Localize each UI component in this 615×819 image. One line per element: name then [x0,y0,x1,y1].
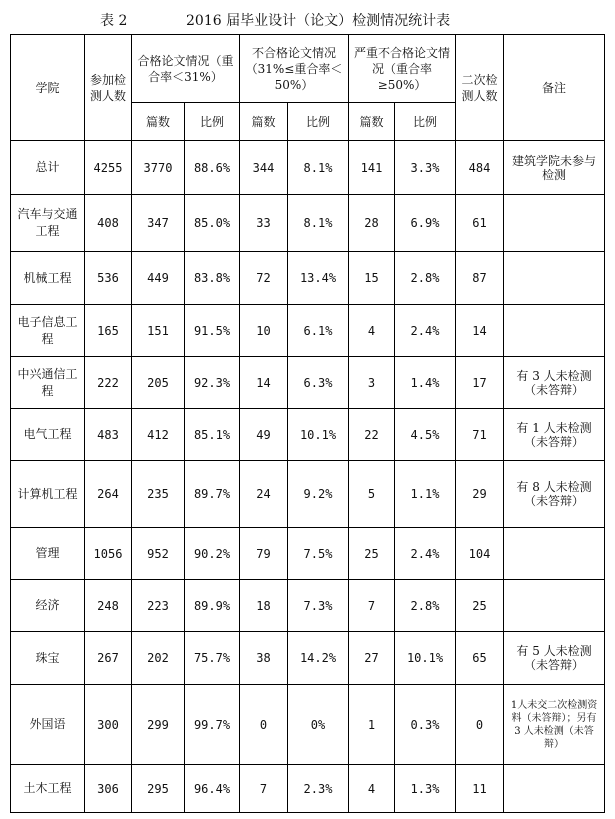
qualified-ratio-cell: 75.7% [185,632,240,685]
qualified-ratio-cell: 92.3% [185,357,240,409]
participants-cell: 300 [85,685,132,765]
header-severe: 严重不合格论文情况（重合率 ≥50%） [349,35,456,103]
unqualified-count-cell: 38 [240,632,288,685]
severe-count-cell: 22 [349,409,395,461]
unqualified-ratio-cell: 13.4% [288,252,349,305]
remarks-cell: 有 8 人未检测（未答辩） [504,461,605,528]
qualified-ratio-cell: 90.2% [185,528,240,580]
remarks-cell [504,195,605,252]
severe-count-cell: 25 [349,528,395,580]
qualified-ratio-cell: 89.7% [185,461,240,528]
college-cell: 机械工程 [11,252,85,305]
unqualified-ratio-cell: 10.1% [288,409,349,461]
table-row [11,461,605,528]
header-remarks: 备注 [504,35,605,141]
unqualified-count-cell: 14 [240,357,288,409]
severe-ratio-cell: 1.4% [395,357,456,409]
unqualified-ratio-cell: 6.1% [288,305,349,357]
header-second-check: 二次检测人数 [456,35,504,141]
remarks-cell: 建筑学院未参与检测 [504,141,605,195]
unqualified-ratio-cell: 6.3% [288,357,349,409]
participants-cell: 4255 [85,141,132,195]
remarks-cell [504,252,605,305]
severe-count-cell: 27 [349,632,395,685]
unqualified-ratio-cell: 14.2% [288,632,349,685]
college-cell: 总计 [11,141,85,195]
remarks-cell [504,580,605,632]
severe-count-cell: 141 [349,141,395,195]
table-row [11,195,605,252]
college-cell: 电气工程 [11,409,85,461]
severe-count-cell: 3 [349,357,395,409]
qualified-ratio-cell: 91.5% [185,305,240,357]
college-cell: 中兴通信工程 [11,357,85,409]
second-check-cell: 14 [456,305,504,357]
severe-count-cell: 5 [349,461,395,528]
qualified-ratio-cell: 99.7% [185,685,240,765]
severe-ratio-cell: 10.1% [395,632,456,685]
qualified-ratio-cell: 88.6% [185,141,240,195]
qualified-count-cell: 952 [132,528,185,580]
severe-ratio-cell: 2.4% [395,305,456,357]
table-row [11,765,605,813]
unqualified-ratio-cell: 2.3% [288,765,349,813]
participants-cell: 165 [85,305,132,357]
qualified-count-cell: 412 [132,409,185,461]
qualified-count-cell: 151 [132,305,185,357]
severe-count-cell: 1 [349,685,395,765]
severe-count-cell: 28 [349,195,395,252]
second-check-cell: 61 [456,195,504,252]
table-row [11,305,605,357]
participants-cell: 222 [85,357,132,409]
unqualified-count-cell: 0 [240,685,288,765]
unqualified-ratio-cell: 8.1% [288,195,349,252]
remarks-cell [504,305,605,357]
severe-count-cell: 15 [349,252,395,305]
unqualified-ratio-cell: 0% [288,685,349,765]
qualified-ratio-cell: 83.8% [185,252,240,305]
table-row [11,528,605,580]
qualified-count-cell: 299 [132,685,185,765]
remarks-cell: 有 1 人未检测（未答辩） [504,409,605,461]
college-cell: 电子信息工程 [11,305,85,357]
second-check-cell: 17 [456,357,504,409]
unqualified-ratio-cell: 9.2% [288,461,349,528]
unqualified-count-cell: 79 [240,528,288,580]
remarks-cell: 1人未交二次检测资料（未答辩）；另有 3 人未检测（未答辩） [504,685,605,765]
severe-ratio-cell: 2.4% [395,528,456,580]
participants-cell: 483 [85,409,132,461]
unqualified-count-cell: 24 [240,461,288,528]
header-qualified: 合格论文情况（重合率＜31%） [132,35,240,103]
table-row [11,409,605,461]
table-row [11,357,605,409]
college-cell: 计算机工程 [11,461,85,528]
severe-ratio-cell: 2.8% [395,252,456,305]
college-cell: 土木工程 [11,765,85,813]
unqualified-count-cell: 33 [240,195,288,252]
qualified-ratio-cell: 85.1% [185,409,240,461]
participants-cell: 1056 [85,528,132,580]
college-cell: 经济 [11,580,85,632]
remarks-cell: 有 3 人未检测（未答辩） [504,357,605,409]
table-row [11,252,605,305]
remarks-cell [504,528,605,580]
severe-ratio-cell: 6.9% [395,195,456,252]
unqualified-count-cell: 18 [240,580,288,632]
subheader-ratio: 比例 [185,103,240,141]
subheader-ratio: 比例 [288,103,349,141]
participants-cell: 536 [85,252,132,305]
total-row [11,141,605,195]
qualified-ratio-cell: 85.0% [185,195,240,252]
table-body [11,35,605,813]
qualified-count-cell: 205 [132,357,185,409]
second-check-cell: 71 [456,409,504,461]
qualified-ratio-cell: 89.9% [185,580,240,632]
second-check-cell: 25 [456,580,504,632]
severe-count-cell: 7 [349,580,395,632]
qualified-count-cell: 3770 [132,141,185,195]
unqualified-count-cell: 344 [240,141,288,195]
participants-cell: 248 [85,580,132,632]
unqualified-count-cell: 49 [240,409,288,461]
second-check-cell: 87 [456,252,504,305]
qualified-ratio-cell: 96.4% [185,765,240,813]
participants-cell: 306 [85,765,132,813]
subheader-ratio: 比例 [395,103,456,141]
second-check-cell: 29 [456,461,504,528]
second-check-cell: 0 [456,685,504,765]
qualified-count-cell: 295 [132,765,185,813]
second-check-cell: 484 [456,141,504,195]
severe-ratio-cell: 3.3% [395,141,456,195]
participants-cell: 408 [85,195,132,252]
severe-ratio-cell: 0.3% [395,685,456,765]
unqualified-count-cell: 10 [240,305,288,357]
table-caption [0,10,615,32]
remarks-cell [504,765,605,813]
table-row [11,632,605,685]
remarks-cell: 有 5 人未检测（未答辩） [504,632,605,685]
participants-cell: 267 [85,632,132,685]
unqualified-ratio-cell: 8.1% [288,141,349,195]
second-check-cell: 65 [456,632,504,685]
severe-count-cell: 4 [349,305,395,357]
header-participants: 参加检测人数 [85,35,132,141]
qualified-count-cell: 223 [132,580,185,632]
college-cell: 汽车与交通工程 [11,195,85,252]
statistics-table [10,34,605,813]
college-cell: 珠宝 [11,632,85,685]
unqualified-count-cell: 7 [240,765,288,813]
severe-ratio-cell: 4.5% [395,409,456,461]
subheader-count: 篇数 [132,103,185,141]
table-number: 表 2 [100,13,128,29]
unqualified-ratio-cell: 7.5% [288,528,349,580]
severe-ratio-cell: 2.8% [395,580,456,632]
table-row [11,580,605,632]
second-check-cell: 11 [456,765,504,813]
college-cell: 外国语 [11,685,85,765]
unqualified-ratio-cell: 7.3% [288,580,349,632]
header-college: 学院 [11,35,85,141]
unqualified-count-cell: 72 [240,252,288,305]
severe-ratio-cell: 1.3% [395,765,456,813]
table-row [11,685,605,765]
header-row [11,35,605,103]
qualified-count-cell: 202 [132,632,185,685]
participants-cell: 264 [85,461,132,528]
header-unqualified: 不合格论文情况（31%≤重合率＜50%） [240,35,349,103]
qualified-count-cell: 347 [132,195,185,252]
table-title: 2016 届毕业设计（论文）检测情况统计表 [186,13,451,29]
subheader-count: 篇数 [240,103,288,141]
college-cell: 管理 [11,528,85,580]
second-check-cell: 104 [456,528,504,580]
qualified-count-cell: 449 [132,252,185,305]
severe-count-cell: 4 [349,765,395,813]
qualified-count-cell: 235 [132,461,185,528]
severe-ratio-cell: 1.1% [395,461,456,528]
subheader-count: 篇数 [349,103,395,141]
